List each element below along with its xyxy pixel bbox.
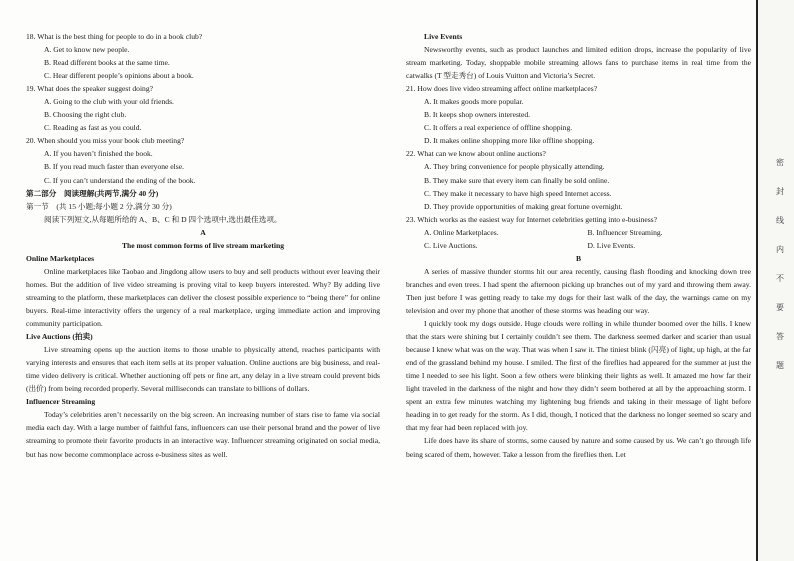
option-22c: C. They make it necessary to have high speed Internet access. — [424, 188, 612, 198]
paragraph-life-storms: Life does have its share of storms, some caused by nature and some caused by us. We can’t go through life being scared of them, however. Take a lesson from the fireflies then. Let — [406, 436, 751, 459]
question-21: 21. How does live video streaming affect online marketplaces? — [406, 84, 598, 94]
option-23a: A. Online Marketplaces. — [424, 227, 499, 237]
heading-live-auctions: Live Auctions (拍卖) — [26, 332, 93, 342]
paragraph-live-auctions: Live streaming opens up the auction items to those unable to physically attend, reaches participants with varying interests and ensures that each item sells at its proper valuation. Online auctions are big business, and real-time video delivery is critical. Whether auctioning off pets or fine art, any delay in a live stream could prevent bids (出价) from being recorded properly. Several milliseconds can translate to billions of dollars. — [26, 345, 380, 394]
option-23b: B. Influencer Streaming. — [587, 227, 663, 237]
seal-char: 答 — [776, 332, 784, 341]
right-column — [406, 30, 751, 461]
heading-online-marketplaces: Online Marketplaces — [26, 253, 95, 263]
seal-char: 线 — [776, 216, 784, 225]
option-21b: B. It keeps shop owners interested. — [424, 110, 531, 120]
option-19b: B. Choosing the right club. — [44, 110, 127, 120]
option-18c: C. Hear different people’s opinions about a book. — [44, 71, 194, 81]
options-23-row-2 — [406, 239, 751, 252]
option-21a: A. It makes goods more popular. — [424, 97, 524, 107]
option-21d: D. It makes online shopping more like offline shopping. — [424, 136, 595, 146]
option-19a: A. Going to the club with your old friends. — [44, 97, 174, 107]
question-18: 18. What is the best thing for people to do in a book club? — [26, 32, 203, 41]
section-one-heading: 第一节 (共 15 小题;每小题 2 分,满分 30 分) — [26, 201, 172, 211]
question-23: 23. Which works as the easiest way for Internet celebrities getting into e-business? — [406, 214, 658, 224]
paragraph-fireflies: I quickly took my dogs outside. Huge clouds were rolling in while thunder boomed over the hills. I knew that the stars were shining but I certainly couldn’t see them. The darkness seemed darker and scarier than usual because I knew what was on the way. That was when I saw it. The tiniest blink (闪亮) of light, up high, at the far end of the grassland behind my house. I smiled. The first of the fireflies had appeared for the summer at just the time I needed to see his light. Soon a few others were blinking their lights as well. It amazed me how far their light traveled in the darkness of the night and how they didn’t seem bothered at all by the approaching storm. I spent an extra few minutes watching my lightening bug friends and taking in their message of light before heading in to get ready for the storm. As I did, though, I noticed that the darkness no longer seemed so scary and that my fear had been replaced with joy. — [406, 319, 751, 433]
passage-b-letter: B — [575, 253, 582, 263]
left-column — [26, 30, 380, 461]
option-23c: C. Live Auctions. — [424, 240, 478, 250]
paragraph-storms: A series of massive thunder storms hit our area recently, causing flash flooding and knocking down tree branches and even trees. I had spent the afternoon picking up branches out of my yard and throwing them away. Then just before I was getting ready to take my dogs for their last walk of the day, the warnings came on my television and over my phone that another of these storms was heading our way. — [406, 266, 751, 315]
option-22a: A. They bring convenience for people physically attending. — [424, 162, 605, 172]
paragraph-influencer-streaming: Today’s celebrities aren’t necessarily on the big screen. An increasing number of stars rise to fame via social media each day. With a large number of faithful fans, influencers can use their personal brand and the power of live streaming to promote their favorite products in an interactive way. Influencer streaming originated on social media, but has now become commonplace across e-business sites as well. — [26, 410, 380, 459]
option-22d: D. They provide opportunities of making great fortune overnight. — [424, 201, 623, 211]
option-18b: B. Read different books at the same time. — [44, 58, 170, 68]
option-22b: B. They make sure that every item can finally be sold online. — [424, 175, 610, 185]
question-20: 20. When should you miss your book club meeting? — [26, 136, 185, 146]
heading-influencer-streaming: Influencer Streaming — [26, 397, 96, 407]
option-20b: B. If you read much faster than everyone else. — [44, 162, 185, 172]
seal-line-notice — [774, 158, 786, 390]
paragraph-live-events: Newsworthy events, such as product launches and limited edition drops, increase the popularity of live stream marketing. Today, shoppable mobile streaming allows fans to purchase items in real time from the catwalks (T 型走秀台) of Louis Vuitton and Victoria’s Secret. — [406, 45, 751, 81]
seal-char: 题 — [776, 361, 784, 370]
passage-a-title: The most common forms of live stream marketing — [121, 240, 285, 250]
passage-a-letter: A — [200, 227, 206, 237]
seal-char: 密 — [776, 158, 784, 167]
seal-char: 内 — [776, 245, 784, 254]
instruction-text: 阅读下列短文,从每题所给的 A、B、C 和 D 四个选项中,选出最佳选项。 — [44, 214, 282, 224]
option-20a: A. If you haven’t finished the book. — [44, 149, 153, 159]
seal-char: 不 — [776, 274, 784, 283]
option-19c: C. Reading as fast as you could. — [44, 123, 142, 133]
option-23d: D. Live Events. — [587, 240, 636, 250]
question-22: 22. What can we know about online auctions? — [406, 149, 546, 159]
option-20c: C. If you can’t understand the ending of the book. — [44, 175, 196, 185]
seal-char: 封 — [776, 187, 784, 196]
question-19: 19. What does the speaker suggest doing? — [26, 84, 154, 94]
paragraph-online-marketplaces: Online marketplaces like Taobao and Jingdong allow users to buy and sell products without ever leaving their homes. But the addition of live video streaming is proving vital to keep buyers interested. Why? By adding live streaming to the platform, these marketplaces can deliver the closest possible experience to “being there” for online buyers. Real-time interactivity offers the urgency of a real marketplace, urging immediate action and improving community participation. — [26, 266, 380, 329]
part-two-heading: 第二部分 阅读理解(共两节,满分 40 分) — [26, 188, 159, 198]
option-21c: C. It offers a real experience of offline shopping. — [424, 123, 573, 133]
binding-line — [756, 0, 758, 561]
option-18a: A. Get to know new people. — [44, 45, 130, 55]
seal-char: 要 — [776, 303, 784, 312]
heading-live-events: Live Events — [424, 32, 463, 41]
options-23-row-1 — [406, 226, 751, 239]
